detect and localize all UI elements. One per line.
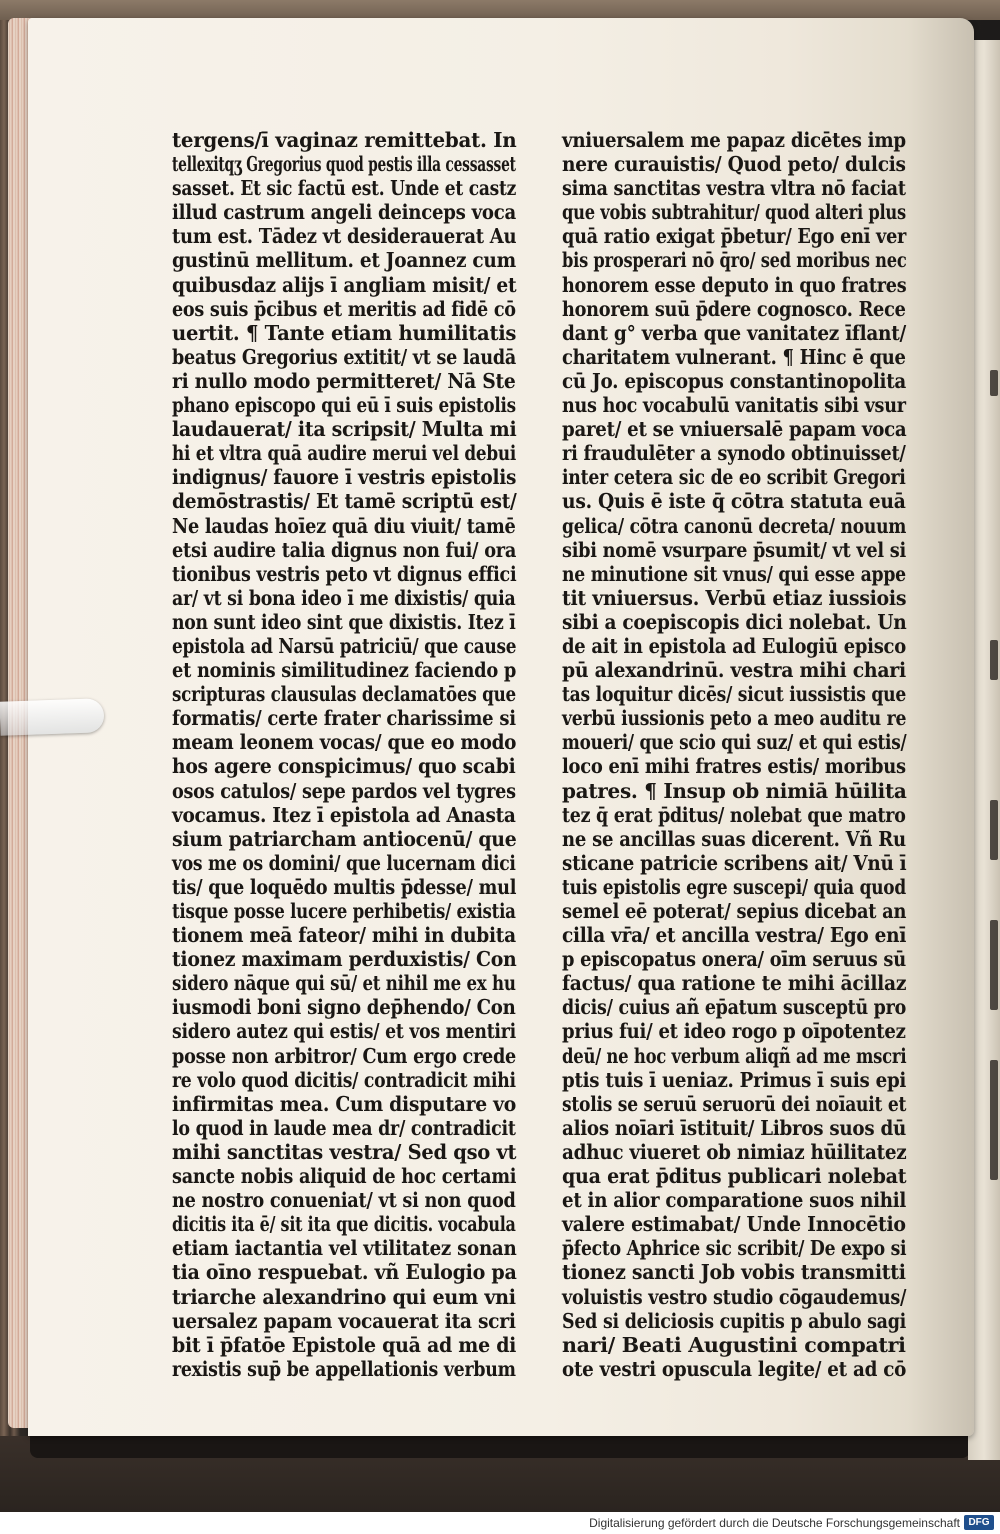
text-line: phano episcopo qui eū ī suis epistolis bbox=[172, 393, 516, 418]
text-line: etsi audire talia dignus non fui/ ora bbox=[172, 537, 517, 562]
text-line: dicis/ cuius añ ep̄atum susceptū pro bbox=[562, 995, 906, 1020]
text-line: prius fui/ et ideo rogo p oīpotentez bbox=[562, 1019, 906, 1044]
text-line: dant g° verba que vanitatez īflant/ bbox=[562, 320, 906, 345]
text-line: epistola ad Narsū patriciū/ que cause bbox=[172, 633, 517, 658]
text-line: posse non arbitror/ Cum ergo crede bbox=[172, 1043, 517, 1068]
text-line: uersalez papam vocauerat ita scri bbox=[172, 1308, 516, 1333]
text-line: tum est. Tādez vt desiderauerat Au bbox=[172, 224, 517, 249]
text-line: nus hoc vocabulū vanitatis sibi vsur bbox=[562, 393, 906, 418]
text-line: vniuersalem me papaz dicētes imp bbox=[562, 128, 906, 152]
text-line: moueri/ que scio qui suz/ et qui estis/ bbox=[562, 730, 907, 755]
text-line: cilla vr̄a/ et ancilla vestra/ Ego enī bbox=[562, 923, 907, 948]
text-line: tuis epistolis egre suscepi/ quia quod bbox=[562, 874, 906, 899]
text-line: etiam iactantia vel vtilitatez sonan bbox=[172, 1236, 517, 1261]
text-line: tis/ que loquēdo multis p̄desse/ mul bbox=[172, 874, 517, 899]
text-column-right bbox=[562, 128, 906, 1381]
text-line: laudauerat/ ita scripsit/ Multa mi bbox=[172, 417, 517, 442]
text-line: sibi a coepiscopis dici nolebat. Un bbox=[562, 609, 907, 634]
text-line: honorem suū p̄dere cognosco. Rece bbox=[562, 296, 906, 321]
text-line: dicitis ita ē/ sit ita que dicitis. vocabula bbox=[172, 1212, 516, 1237]
text-line: quibusdaz alijs ī angliam misit/ et bbox=[172, 272, 517, 297]
text-line: vocamus. Itez ī epistola ad Anasta bbox=[172, 802, 516, 827]
text-line: honorem esse deputo in quo fratres bbox=[562, 272, 907, 297]
scan-top-edge bbox=[0, 0, 1000, 20]
scan-bottom-edge bbox=[0, 1436, 1000, 1512]
text-line: re volo quod dicitis/ contradicit mihi bbox=[172, 1067, 516, 1092]
dfg-logo: DFG bbox=[964, 1515, 994, 1530]
text-line: alios noīari īstituit/ Libros suos dū bbox=[562, 1115, 906, 1140]
text-line: sibi nomē vsurpare p̄sumit/ vt vel si bbox=[562, 537, 906, 562]
text-line: sima sanctitas vestra vltra nō faciat bbox=[562, 176, 906, 201]
text-line: tionem meā fateor/ mihi in dubita bbox=[172, 923, 516, 948]
text-line: charitatem vulnerant. ¶ Hinc ē que bbox=[562, 344, 906, 369]
text-line: eos suis p̄cibus et meritis ad fidē cō bbox=[172, 296, 516, 321]
text-line: sidero autez qui estis/ et vos mentiri bbox=[172, 1019, 516, 1044]
text-line: sasset. Et sic factū est. Unde et castz bbox=[172, 176, 517, 201]
text-line: tas loquitur dicēs/ sicut iussistis que bbox=[562, 682, 906, 707]
text-line: tit vniuersus. Verbū etiaz iussiois bbox=[562, 585, 907, 610]
text-line: que vobis subtrahitur/ quod alteri plus bbox=[562, 200, 906, 225]
text-line: sticane patricie scribens ait/ Vnū ī bbox=[562, 850, 907, 875]
text-line: osos catulos/ sepe pardos vel tygres bbox=[172, 778, 516, 803]
text-line: ri nullo modo permitteret/ Nā Ste bbox=[172, 368, 516, 393]
text-line: bis prosperari nō q̄ro/ sed moribus nec bbox=[562, 248, 907, 273]
text-line: tionez maximam perduxistis/ Con bbox=[172, 947, 517, 972]
text-line: ptis tuis ī ueniaz. Primus ī suis epi bbox=[562, 1067, 907, 1092]
text-line: tez q̄ erat p̄ditus/ nolebat que matro bbox=[562, 802, 906, 827]
text-column-left bbox=[172, 128, 516, 1381]
text-line: ne nostro conueniat/ vt si non quod bbox=[172, 1188, 516, 1213]
text-line: sium patriarcham antiocenū/ que bbox=[172, 826, 517, 851]
text-line: rexistis sup̄ be appellationis verbum bbox=[172, 1356, 516, 1381]
text-line: triarche alexandrino qui eum vni bbox=[172, 1284, 516, 1309]
text-line: formatis/ certe frater charissime si bbox=[172, 706, 516, 731]
funding-credit: Digitalisierung gefördert durch die Deutsche Forschungsgemeinschaft bbox=[589, 1516, 960, 1530]
page-clip bbox=[0, 698, 105, 736]
text-line: voluistis vestro studio cōgaudemus/ bbox=[562, 1284, 907, 1309]
text-line: illud castrum angeli deinceps voca bbox=[172, 200, 516, 225]
text-line: inter cetera sic de eo scribit Gregori bbox=[562, 465, 906, 490]
text-line: pū alexandrinū. vestra mihi chari bbox=[562, 658, 906, 683]
text-line: tergens/ī vaginaz remittebat. In bbox=[172, 128, 517, 152]
text-line: semel eē poterat/ sepius dicebat an bbox=[562, 899, 907, 923]
text-line: indignus/ fauore ī vestris epistolis bbox=[172, 465, 517, 490]
text-line: qua erat p̄ditus publicari nolebat bbox=[562, 1164, 907, 1189]
text-line: lo quod in laude mea dr/ contradicit bbox=[172, 1115, 516, 1140]
text-line: beatus Gregorius extitit/ vt se laudā bbox=[172, 344, 516, 369]
text-line: deū/ ne hoc verbum aliqñ ad me mscri bbox=[562, 1043, 907, 1068]
text-line: scripturas clausulas declamatōes que bbox=[172, 682, 516, 707]
text-line: patres. ¶ Insup ob nimiā hūilita bbox=[562, 778, 907, 803]
text-line: ri fraudulēter a synodo obtinuisset/ bbox=[562, 441, 906, 466]
text-line: sidero nāque qui sū/ et nihil me ex hu bbox=[172, 971, 516, 996]
text-line: de ait in epistola ad Eulogiū episco bbox=[562, 633, 906, 658]
book-board bbox=[30, 1436, 970, 1458]
text-line: mihi sanctitas vestra/ Sed qso vt bbox=[172, 1139, 517, 1164]
text-line: ar/ vt si bona ideo ī me dixistis/ quia bbox=[172, 585, 516, 610]
text-line: factus/ qua ratione te mihi ācillaz bbox=[562, 971, 907, 996]
text-line: stolis se seruū seruorū dei noīauit et bbox=[562, 1091, 907, 1116]
text-line: bit ī p̄fatōe Epistole quā ad me di bbox=[172, 1332, 517, 1357]
text-line: p episcopatus onera/ oīm seruus sū bbox=[562, 947, 906, 972]
text-line: uertit. ¶ Tante etiam humilitatis bbox=[172, 320, 517, 345]
text-line: tisque posse lucere perhibetis/ existia bbox=[172, 899, 516, 923]
text-line: hi et vltra quā audire merui vel debui bbox=[172, 441, 517, 466]
text-line: gustinū mellitum. et Joannez cum bbox=[172, 248, 516, 273]
text-line: tionibus vestris peto vt dignus effici bbox=[172, 561, 517, 586]
text-line: tionez sancti Job vobis transmitti bbox=[562, 1260, 906, 1285]
text-line: vos me os domini/ que lucernam dici bbox=[172, 850, 516, 875]
text-line: sancte nobis aliquid de hoc certami bbox=[172, 1164, 517, 1189]
text-line: nari/ Beati Augustini compatri bbox=[562, 1332, 906, 1357]
text-line: tia oīno respuebat. vñ Eulogio pa bbox=[172, 1260, 517, 1285]
text-line: ne minutione sit vnus/ qui esse appe bbox=[562, 561, 906, 586]
text-line: loco enī mihi fratres estis/ moribus bbox=[562, 754, 906, 779]
text-line: us. Quis ē iste q̄ cōtra statuta euā bbox=[562, 489, 906, 514]
text-line: et in alior comparatione suos nihil bbox=[562, 1188, 907, 1213]
text-line: p̄fecto Aphrice sic scribit/ De expo si bbox=[562, 1236, 907, 1261]
text-line: nere curauistis/ Quod peto/ dulcis bbox=[562, 152, 906, 177]
text-line: valere estimabat/ Unde Innocētio bbox=[562, 1212, 906, 1237]
text-line: tellexitqʒ Gregorius quod pestis illa cessasset bbox=[172, 152, 516, 177]
text-line: iusmodi boni signo dep̄hendo/ Con bbox=[172, 995, 516, 1020]
text-line: verbū iussionis peto a meo auditu re bbox=[562, 706, 907, 731]
text-line: gelica/ cōtra canonū decreta/ nouum bbox=[562, 513, 907, 538]
text-line: et nominis similitudinez faciendo p bbox=[172, 658, 517, 683]
text-line: cū Jo. episcopus constantinopolita bbox=[562, 368, 907, 393]
text-line: infirmitas mea. Cum disputare vo bbox=[172, 1091, 517, 1116]
text-line: Ne laudas hoīez quā diu viuit/ tamē bbox=[172, 513, 516, 538]
text-line: hos agere conspicimus/ quo scabi bbox=[172, 754, 516, 779]
text-line: non sunt ideo sint que dixistis. Itez ī bbox=[172, 609, 516, 634]
text-line: meam leonem vocas/ que eo modo bbox=[172, 730, 517, 755]
text-line: paret/ et se vniuersalē papam voca bbox=[562, 417, 907, 442]
text-line: quā ratio exigat p̄betur/ Ego enī ver bbox=[562, 224, 907, 249]
text-line: demōstrastis/ Et tamē scriptū est/ bbox=[172, 489, 517, 514]
text-line: ote vestri opuscula legite/ et ad cō bbox=[562, 1356, 907, 1381]
text-line: adhuc viueret ob nimiaz hūilitatez bbox=[562, 1139, 907, 1164]
footer-bar bbox=[0, 1512, 1000, 1534]
text-line: Sed si deliciosis cupitis p abulo sagi bbox=[562, 1308, 907, 1333]
text-line: ne se ancillas suas dicerent. Vñ Ru bbox=[562, 826, 906, 851]
